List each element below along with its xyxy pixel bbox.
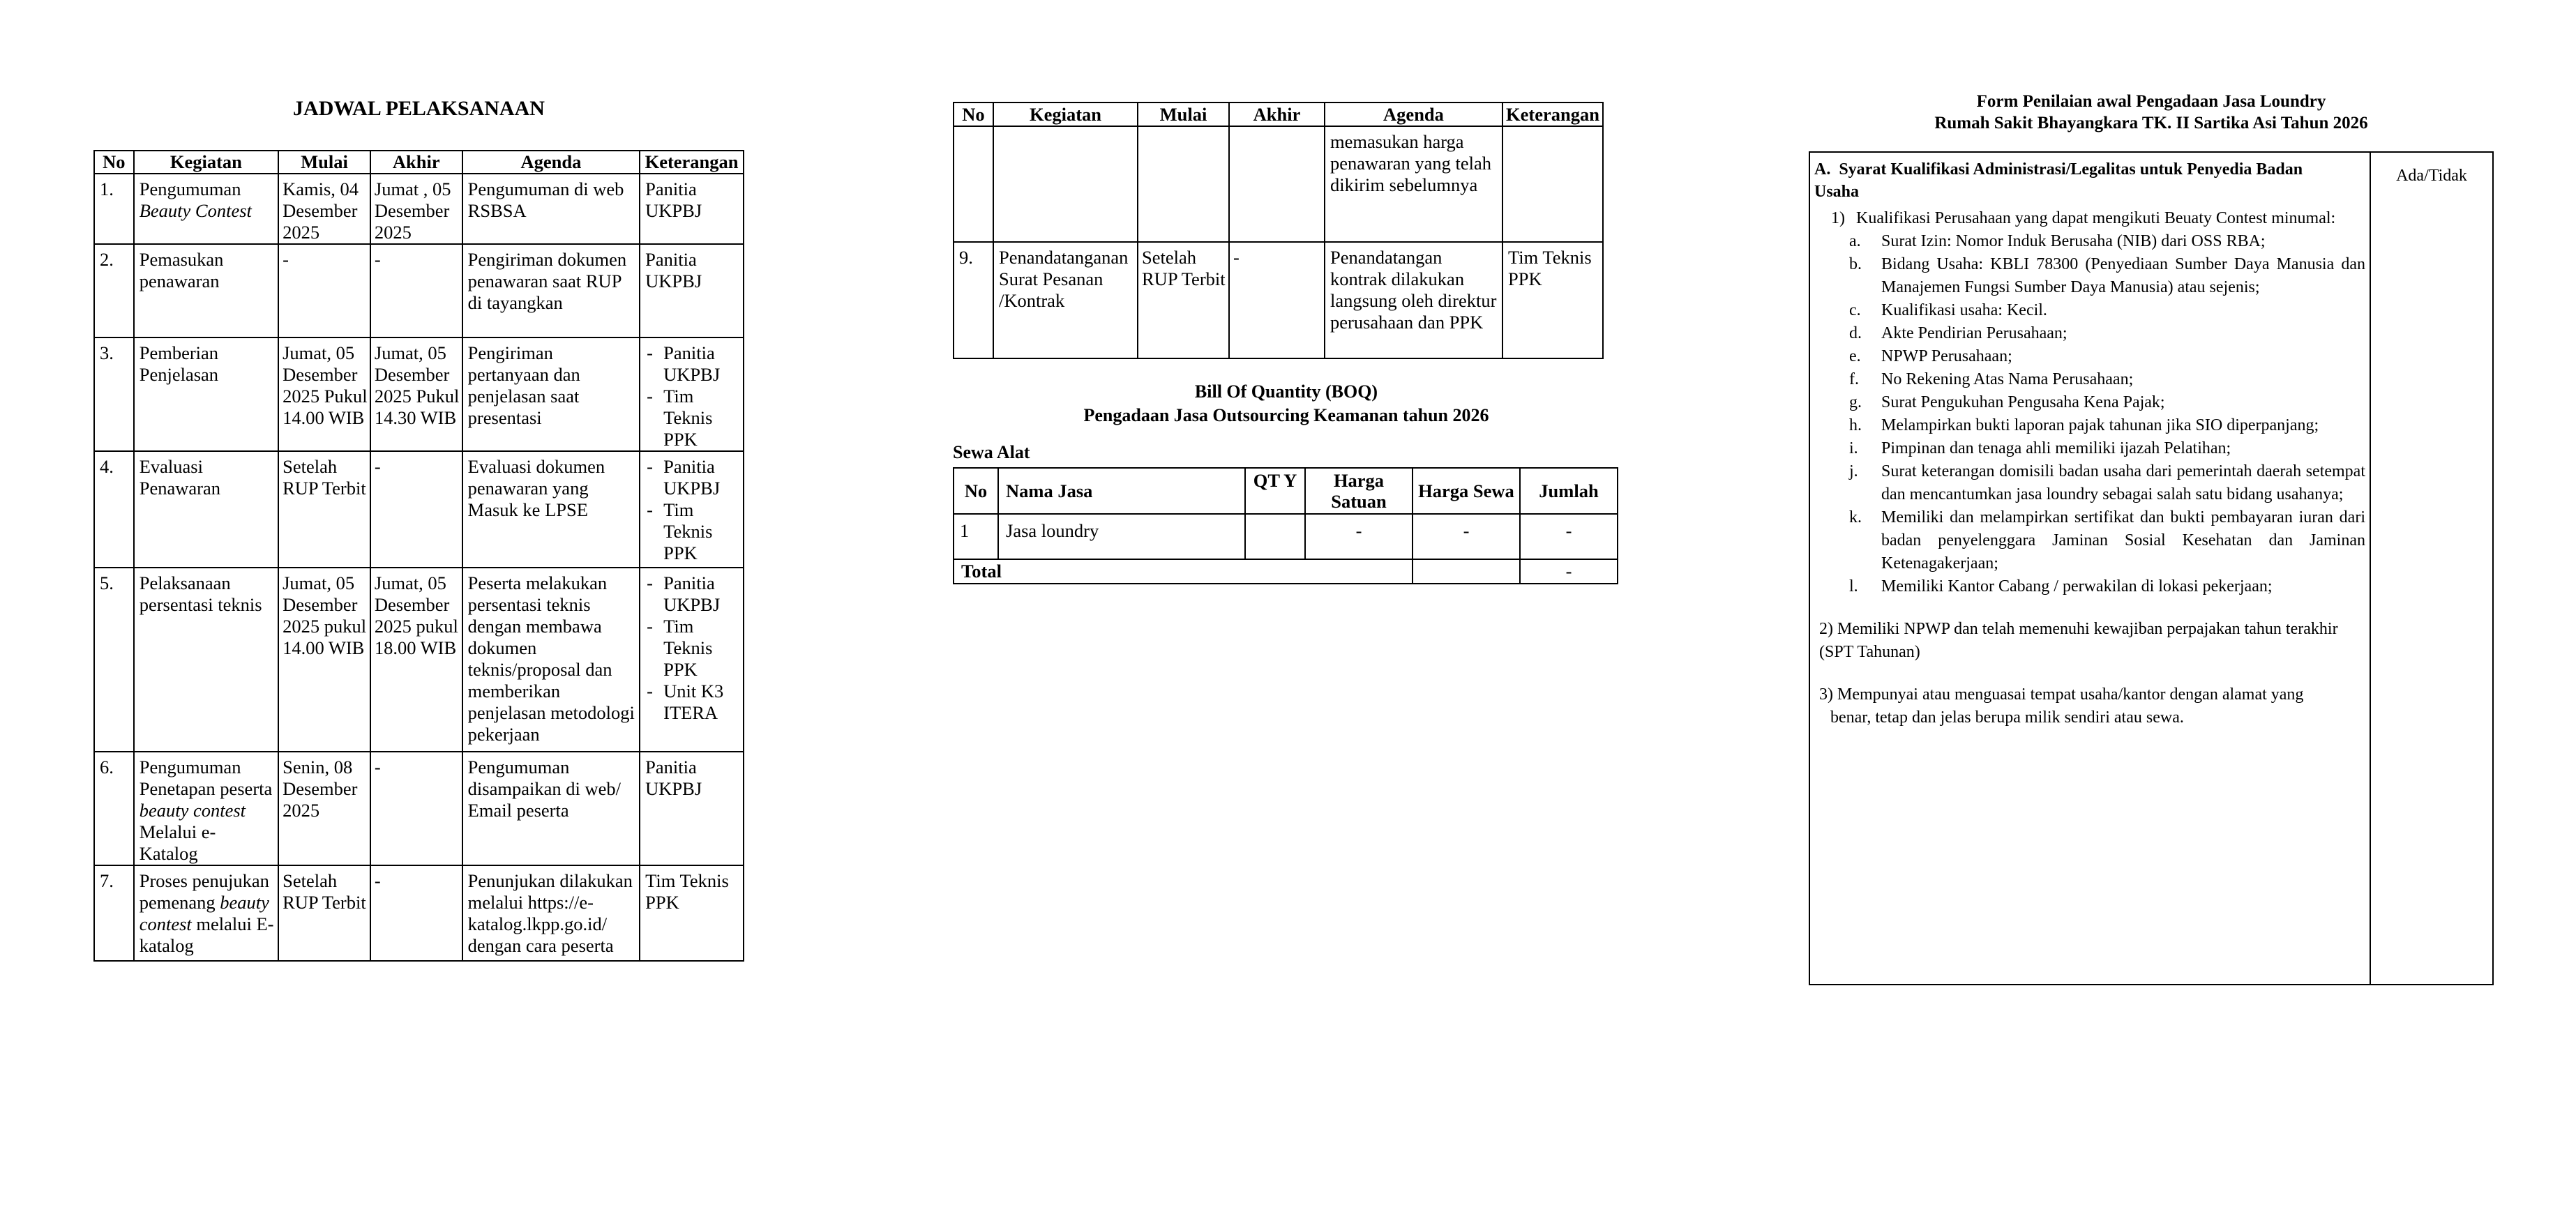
list-item bbox=[1814, 460, 2365, 506]
list-item-text: Akte Pendirian Perusahaan; bbox=[1881, 324, 2067, 342]
cell-harga-sewa: - bbox=[1413, 514, 1520, 559]
list-item-text: Bidang Usaha: KBLI 78300 (Penyediaan Sumber Daya Manusia dan Manajemen Fungsi Sumber Daya Manusia) atau sejenis; bbox=[1881, 255, 2365, 296]
cell-mulai: Jumat, 05 Desember 2025 Pukul 14.00 WIB bbox=[278, 337, 370, 451]
table-row bbox=[94, 244, 744, 337]
cell-akhir: - bbox=[1229, 242, 1325, 358]
cell-agenda: Evaluasi dokumen penawaran yang Masuk ke LPSE bbox=[462, 451, 640, 568]
cell-keterangan bbox=[640, 337, 744, 451]
cell-mulai: Setelah RUP Terbit bbox=[1138, 242, 1229, 358]
cell-jumlah: - bbox=[1520, 514, 1618, 559]
cell-kegiatan: Penandatanganan Surat Pesanan /Kontrak bbox=[993, 242, 1138, 358]
section-a-heading-line1: A. Syarat Kualifikasi Administrasi/Legalitas untuk Penyedia Badan bbox=[1814, 160, 2303, 179]
list-item-label: d. bbox=[1849, 324, 1862, 342]
cell-qty bbox=[1245, 514, 1305, 559]
cell-akhir: Jumat, 05 Desember 2025 pukul 18.00 WIB bbox=[370, 568, 462, 752]
boq-table bbox=[953, 467, 1618, 584]
cell-agenda: Penandatangan kontrak dilakukan langsung oleh direktur perusahaan dan PPK bbox=[1325, 242, 1502, 358]
table-row bbox=[94, 568, 744, 752]
total-label: Total bbox=[954, 559, 1413, 584]
cell-no: 7. bbox=[94, 865, 134, 961]
list-item-text: Kualifikasi usaha: Kecil. bbox=[1881, 301, 2047, 319]
col-header-no: No bbox=[954, 468, 998, 514]
list-item-label: e. bbox=[1849, 347, 1861, 365]
cell-akhir: - bbox=[370, 451, 462, 568]
cell-akhir bbox=[1229, 126, 1325, 242]
cell-agenda: Pengumuman disampaikan di web/ Email peserta bbox=[462, 752, 640, 865]
cell-no: 5. bbox=[94, 568, 134, 752]
cell-kegiatan: Pengumuman Beauty Contest bbox=[134, 174, 278, 244]
col-header-kegiatan: Kegiatan bbox=[134, 151, 278, 174]
list-item-text: 2) Memiliki NPWP dan telah memenuhi kewajiban perpajakan tahun terakhir bbox=[1819, 620, 2338, 638]
list-item bbox=[1814, 322, 2365, 345]
col-header-mulai: Mulai bbox=[1138, 103, 1229, 126]
page-jadwal bbox=[93, 98, 744, 962]
cell-keterangan: Panitia UKPBJ bbox=[640, 752, 744, 865]
page-form-penilaian bbox=[1809, 91, 2494, 985]
list-item-text: Melampirkan bukti laporan pajak tahunan jika SIO diperpanjang; bbox=[1881, 416, 2319, 434]
section-a-heading-line2: Usaha bbox=[1814, 183, 1860, 201]
list-item-text: 3) Mempunyai atau menguasai tempat usaha/kantor dengan alamat yang bbox=[1819, 685, 2304, 704]
table-row bbox=[94, 174, 744, 244]
cell-keterangan: Panitia UKPBJ bbox=[640, 174, 744, 244]
cell-kegiatan: Pelaksanaan persentasi teknis bbox=[134, 568, 278, 752]
cell-agenda: Peserta melakukan persentasi teknis dengan membawa dokumen teknis/proposal dan memberikan penjelasan metodologi pekerjaan bbox=[462, 568, 640, 752]
cell-keterangan bbox=[640, 451, 744, 568]
cell-keterangan: Tim Teknis PPK bbox=[1502, 242, 1603, 358]
ada-tidak-cell: Ada/Tidak bbox=[2370, 153, 2492, 984]
list-item-text: No Rekening Atas Nama Perusahaan; bbox=[1881, 370, 2134, 388]
col-header-no: No bbox=[94, 151, 134, 174]
cell-harga-satuan: - bbox=[1305, 514, 1413, 559]
list-item-label: h. bbox=[1849, 416, 1862, 434]
cell-nama-jasa: Jasa loundry bbox=[998, 514, 1245, 559]
dash-list-item: - Tim Teknis PPK bbox=[647, 386, 713, 450]
cell-akhir: - bbox=[370, 752, 462, 865]
cell-no: 1. bbox=[94, 174, 134, 244]
list-item-text: Memiliki dan melampirkan sertifikat dan bukti pembayaran iuran dari badan penyelenggara Jaminan Sosial Kesehatan dan Jaminan Ketenagakerjaan; bbox=[1881, 508, 2365, 572]
boq-total-row bbox=[954, 559, 1618, 584]
dash-list-item: - Panitia UKPBJ bbox=[647, 342, 721, 385]
col-header-agenda: Agenda bbox=[1325, 103, 1502, 126]
dash-list-item: - Panitia UKPBJ bbox=[647, 572, 721, 615]
col-header-agenda: Agenda bbox=[462, 151, 640, 174]
table-row bbox=[94, 451, 744, 568]
cell-kegiatan: Pengumuman Penetapan peserta beauty contest Melalui e-Katalog bbox=[134, 752, 278, 865]
cell-kegiatan: Proses penujukan pemenang beauty contest melalui E-katalog bbox=[134, 865, 278, 961]
cell-mulai bbox=[1138, 126, 1229, 242]
cell-keterangan bbox=[640, 568, 744, 752]
list-item bbox=[1814, 414, 2365, 437]
list-item-label: 1) bbox=[1831, 209, 1845, 227]
cell-no: 6. bbox=[94, 752, 134, 865]
cell-no: 4. bbox=[94, 451, 134, 568]
cell-agenda: memasukan harga penawaran yang telah dikirim sebelumnya bbox=[1325, 126, 1502, 242]
total-harga-sewa bbox=[1413, 559, 1520, 584]
col-header-keterangan: Keterangan bbox=[1502, 103, 1603, 126]
list-item-text: Surat Izin: Nomor Induk Berusaha (NIB) dari OSS RBA; bbox=[1881, 232, 2266, 250]
col-header-harga-satuan: Harga Satuan bbox=[1305, 468, 1413, 514]
cell-no bbox=[954, 126, 993, 242]
col-header-harga-sewa: Harga Sewa bbox=[1413, 468, 1520, 514]
boq-title-line1: Bill Of Quantity (BOQ) bbox=[1194, 381, 1378, 402]
cell-agenda: Penunjukan dilakukan melalui https://e-katalog.lkpp.go.id/ dengan cara peserta bbox=[462, 865, 640, 961]
col-header-nama-jasa: Nama Jasa bbox=[998, 468, 1245, 514]
list-item bbox=[1814, 368, 2365, 391]
cell-agenda: Pengumuman di web RSBSA bbox=[462, 174, 640, 244]
table-row bbox=[94, 865, 744, 961]
dash-list-item: - Tim Teknis PPK bbox=[647, 616, 713, 680]
requirements-list bbox=[1814, 207, 2365, 729]
table-row bbox=[94, 337, 744, 451]
list-item bbox=[1814, 506, 2365, 575]
list-item bbox=[1814, 618, 2365, 664]
list-item-label: i. bbox=[1849, 439, 1858, 457]
table-header-row bbox=[954, 103, 1603, 126]
list-item bbox=[1814, 345, 2365, 368]
cell-akhir: - bbox=[370, 865, 462, 961]
cell-kegiatan: Pemberian Penjelasan bbox=[134, 337, 278, 451]
col-header-kegiatan: Kegiatan bbox=[993, 103, 1138, 126]
dash-list-item: - Panitia UKPBJ bbox=[647, 456, 721, 499]
list-item-label: a. bbox=[1849, 232, 1861, 250]
list-item bbox=[1814, 391, 2365, 414]
table-row bbox=[954, 242, 1603, 358]
form-table bbox=[1809, 151, 2494, 985]
col-header-akhir: Akhir bbox=[370, 151, 462, 174]
cell-mulai: Setelah RUP Terbit bbox=[278, 451, 370, 568]
list-item-label: c. bbox=[1849, 301, 1861, 319]
cell-no: 1 bbox=[954, 514, 998, 559]
list-item-label: g. bbox=[1849, 393, 1862, 411]
list-item-label: k. bbox=[1849, 508, 1862, 526]
list-item bbox=[1814, 575, 2365, 598]
cell-keterangan: Tim Teknis PPK bbox=[640, 865, 744, 961]
list-item bbox=[1814, 230, 2365, 253]
table-row bbox=[94, 752, 744, 865]
form-title-line1: Form Penilaian awal Pengadaan Jasa Loundry bbox=[1976, 92, 2326, 111]
boq-section-label: Sewa Alat bbox=[953, 442, 1030, 462]
list-item bbox=[1814, 253, 2365, 299]
dash-list-item: - Unit K3 ITERA bbox=[647, 681, 724, 723]
list-item bbox=[1814, 207, 2365, 230]
list-item-text: Kualifikasi Perusahaan yang dapat mengikuti Beuaty Contest minumal: bbox=[1856, 209, 2336, 227]
list-item bbox=[1814, 683, 2365, 729]
col-header-no: No bbox=[954, 103, 993, 126]
list-item-text: benar, tetap dan jelas berupa milik sendiri atau sewa. bbox=[1830, 708, 2184, 727]
cell-mulai: - bbox=[278, 244, 370, 337]
col-header-akhir: Akhir bbox=[1229, 103, 1325, 126]
cell-agenda: Pengiriman dokumen penawaran saat RUP di tayangkan bbox=[462, 244, 640, 337]
boq-header-row bbox=[954, 468, 1618, 514]
jadwal-table bbox=[93, 150, 744, 962]
cell-akhir: Jumat , 05 Desember 2025 bbox=[370, 174, 462, 244]
cell-mulai: Jumat, 05 Desember 2025 pukul 14.00 WIB bbox=[278, 568, 370, 752]
list-item-label: f. bbox=[1849, 370, 1859, 388]
col-header-keterangan: Keterangan bbox=[640, 151, 744, 174]
jadwal-continuation-table bbox=[953, 102, 1604, 359]
page-boq bbox=[953, 102, 1620, 584]
list-item-text: Surat keterangan domisili badan usaha dari pemerintah daerah setempat dan mencantumkan jasa loundry sebagai salah satu bidang usahanya; bbox=[1881, 462, 2365, 503]
cell-akhir: - bbox=[370, 244, 462, 337]
col-header-mulai: Mulai bbox=[278, 151, 370, 174]
cell-no: 3. bbox=[94, 337, 134, 451]
cell-mulai: Setelah RUP Terbit bbox=[278, 865, 370, 961]
cell-kegiatan: Pemasukan penawaran bbox=[134, 244, 278, 337]
table-row bbox=[954, 126, 1603, 242]
cell-keterangan bbox=[1502, 126, 1603, 242]
form-title-line2: Rumah Sakit Bhayangkara TK. II Sartika Asi Tahun 2026 bbox=[1934, 114, 2368, 132]
cell-akhir: Jumat, 05 Desember 2025 Pukul 14.30 WIB bbox=[370, 337, 462, 451]
list-item bbox=[1814, 299, 2365, 322]
list-item-text: Surat Pengukuhan Pengusaha Kena Pajak; bbox=[1881, 393, 2165, 411]
list-item-text: Pimpinan dan tenaga ahli memiliki ijazah Pelatihan; bbox=[1881, 439, 2231, 457]
list-item-text: NPWP Perusahaan; bbox=[1881, 347, 2012, 365]
table-header-row bbox=[94, 151, 744, 174]
cell-agenda: Pengiriman pertanyaan dan penjelasan saat presentasi bbox=[462, 337, 640, 451]
page-title: JADWAL PELAKSANAAN bbox=[293, 97, 545, 120]
section-a-heading bbox=[1814, 158, 2365, 203]
cell-no: 9. bbox=[954, 242, 993, 358]
boq-data-row bbox=[954, 514, 1618, 559]
cell-no: 2. bbox=[94, 244, 134, 337]
cell-mulai: Kamis, 04 Desember 2025 bbox=[278, 174, 370, 244]
boq-title-line2: Pengadaan Jasa Outsourcing Keamanan tahun 2026 bbox=[1083, 405, 1489, 425]
cell-keterangan: Panitia UKPBJ bbox=[640, 244, 744, 337]
cell-kegiatan: Evaluasi Penawaran bbox=[134, 451, 278, 568]
col-header-jumlah: Jumlah bbox=[1520, 468, 1618, 514]
list-item-text: Memiliki Kantor Cabang / perwakilan di lokasi pekerjaan; bbox=[1881, 577, 2273, 595]
dash-list-item: - Tim Teknis PPK bbox=[647, 499, 713, 563]
cell-kegiatan bbox=[993, 126, 1138, 242]
col-header-qty: QT Y bbox=[1245, 468, 1305, 514]
cell-mulai: Senin, 08 Desember 2025 bbox=[278, 752, 370, 865]
list-item bbox=[1814, 437, 2365, 460]
list-item-text: (SPT Tahunan) bbox=[1819, 643, 1920, 661]
form-requirements-cell bbox=[1810, 153, 2370, 984]
list-item-label: b. bbox=[1849, 255, 1862, 273]
list-item-label: j. bbox=[1849, 462, 1858, 480]
total-jumlah: - bbox=[1520, 559, 1618, 584]
list-item-label: l. bbox=[1849, 577, 1858, 595]
